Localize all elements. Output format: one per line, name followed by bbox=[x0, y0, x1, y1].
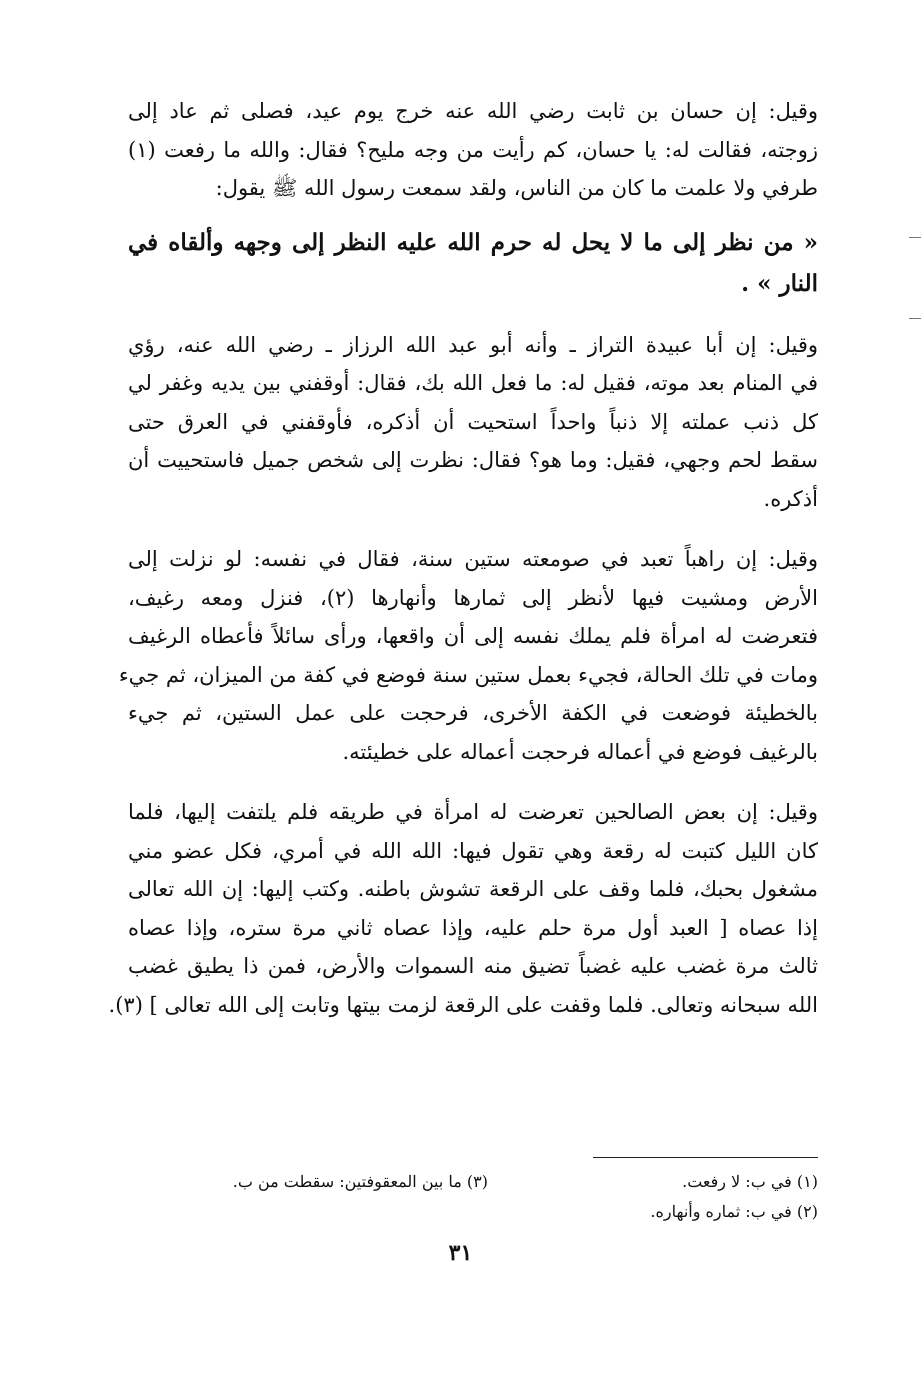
text-line: كان الليل كتبت له رقعة وهي تقول فيها: الله الله في أمري، فكل عضو مني bbox=[128, 838, 818, 863]
footnote-list bbox=[128, 1167, 818, 1227]
text-line: الله سبحانه وتعالى. فلما وقفت على الرقعة لزمت بيتها وتابت إلى الله تعالى ] (٣). bbox=[108, 992, 818, 1017]
text-line: أذكره. bbox=[763, 486, 818, 511]
text-line: الأرض ومشيت فيها لأنظر إلى ثمارها وأنهارها (٢)، فنزل ومعه رغيف، bbox=[128, 585, 818, 610]
text-line: وقيل: إن أبا عبيدة التراز ـ وأنه أبو عبد الله الرزاز ـ رضي الله عنه، رؤي bbox=[128, 332, 818, 357]
paragraph-hassan bbox=[128, 92, 818, 208]
text-line: وقيل: إن راهباً تعبد في صومعته ستين سنة، فقال في نفسه: لو نزلت إلى bbox=[128, 547, 818, 571]
text-line: إذا عصاه [ العبد أول مرة حلم عليه، وإذا عصاه ثاني مرة ستره، وإذا عصاه bbox=[128, 915, 818, 940]
spacer bbox=[128, 771, 818, 793]
text-line: سقط لحم وجهي، فقيل: وما هو؟ فقال: نظرت إلى شخص جميل فاستحييت أن bbox=[128, 448, 818, 472]
text-line: فتعرضت له امرأة فلم يملك نفسه إلى أن واقعها، ورأى سائلاً فأعطاه الرغيف bbox=[128, 624, 818, 648]
text-line: بالخطيئة فوضعت في الكفة الأخرى، فرحجت على عمل الستين، ثم جيء bbox=[128, 701, 818, 725]
text-line: النار » . bbox=[741, 269, 818, 297]
footnote-1: (١) في ب: لا رفعت. bbox=[682, 1172, 818, 1191]
page-number: ٣١ bbox=[448, 1240, 473, 1266]
paragraph-righteous-man bbox=[108, 793, 818, 1024]
text-line: في المنام بعد موته، فقيل له: ما فعل الله بك، فقال: أوقفني بين يديه وغفر لي bbox=[128, 371, 818, 395]
paragraph-monk bbox=[118, 540, 818, 771]
page-body bbox=[108, 92, 818, 1024]
text-line: ومات في تلك الحالة، فجيء بعمل ستين سنة فوضع في كفة من الميزان، ثم جيء bbox=[118, 662, 818, 687]
text-line: وقيل: إن حسان بن ثابت رضي الله عنه خرج يوم عيد، فصلى ثم عاد إلى bbox=[128, 99, 818, 123]
text-line: مشغول بحبك، فلما وقف على الرقعة تشوش باطنه. وكتب إليها: إن الله تعالى bbox=[128, 877, 818, 901]
paragraph-abu-ubaida bbox=[128, 326, 818, 519]
footnote-row bbox=[128, 1167, 818, 1197]
footnote-3: (٣) ما بين المعقوفتين: سقطت من ب. bbox=[232, 1172, 488, 1191]
spacer bbox=[128, 208, 818, 222]
text-line: كل ذنب عملته إلا ذنباً واحداً استحيت أن أذكره، فأوقفني في العرق حتى bbox=[128, 409, 818, 434]
spacer bbox=[128, 518, 818, 540]
text-line: زوجته، فقالت له: يا حسان، كم رأيت من وجه مليح؟ فقال: والله ما رفعت (١) bbox=[128, 137, 818, 162]
text-line: طرفي ولا علمت ما كان من الناس، ولقد سمعت رسول الله ﷺ يقول: bbox=[215, 176, 818, 200]
text-line: ثالث مرة غضب عليه غضباً تضيق منه السموات والأرض، فمن ذا يطيق غضب bbox=[128, 954, 818, 978]
spacer bbox=[128, 304, 818, 326]
scan-edge-mark bbox=[909, 237, 921, 238]
text-line: « من نظر إلى ما لا يحل له حرم الله عليه النظر إلى وجهه وألقاه في bbox=[128, 228, 818, 256]
text-line: بالرغيف فوضع في أعماله فرحجت أعماله على خطيئته. bbox=[342, 739, 818, 764]
footnote-2: (٢) في ب: ثماره وأنهاره. bbox=[650, 1202, 818, 1221]
hadith-quote bbox=[128, 222, 818, 304]
text-line: وقيل: إن بعض الصالحين تعرضت له امرأة في طريقه فلم يلتفت إليها، فلما bbox=[128, 800, 818, 824]
footnote-divider bbox=[593, 1157, 818, 1158]
footnote-row bbox=[128, 1197, 818, 1227]
scan-edge-mark bbox=[909, 318, 921, 319]
